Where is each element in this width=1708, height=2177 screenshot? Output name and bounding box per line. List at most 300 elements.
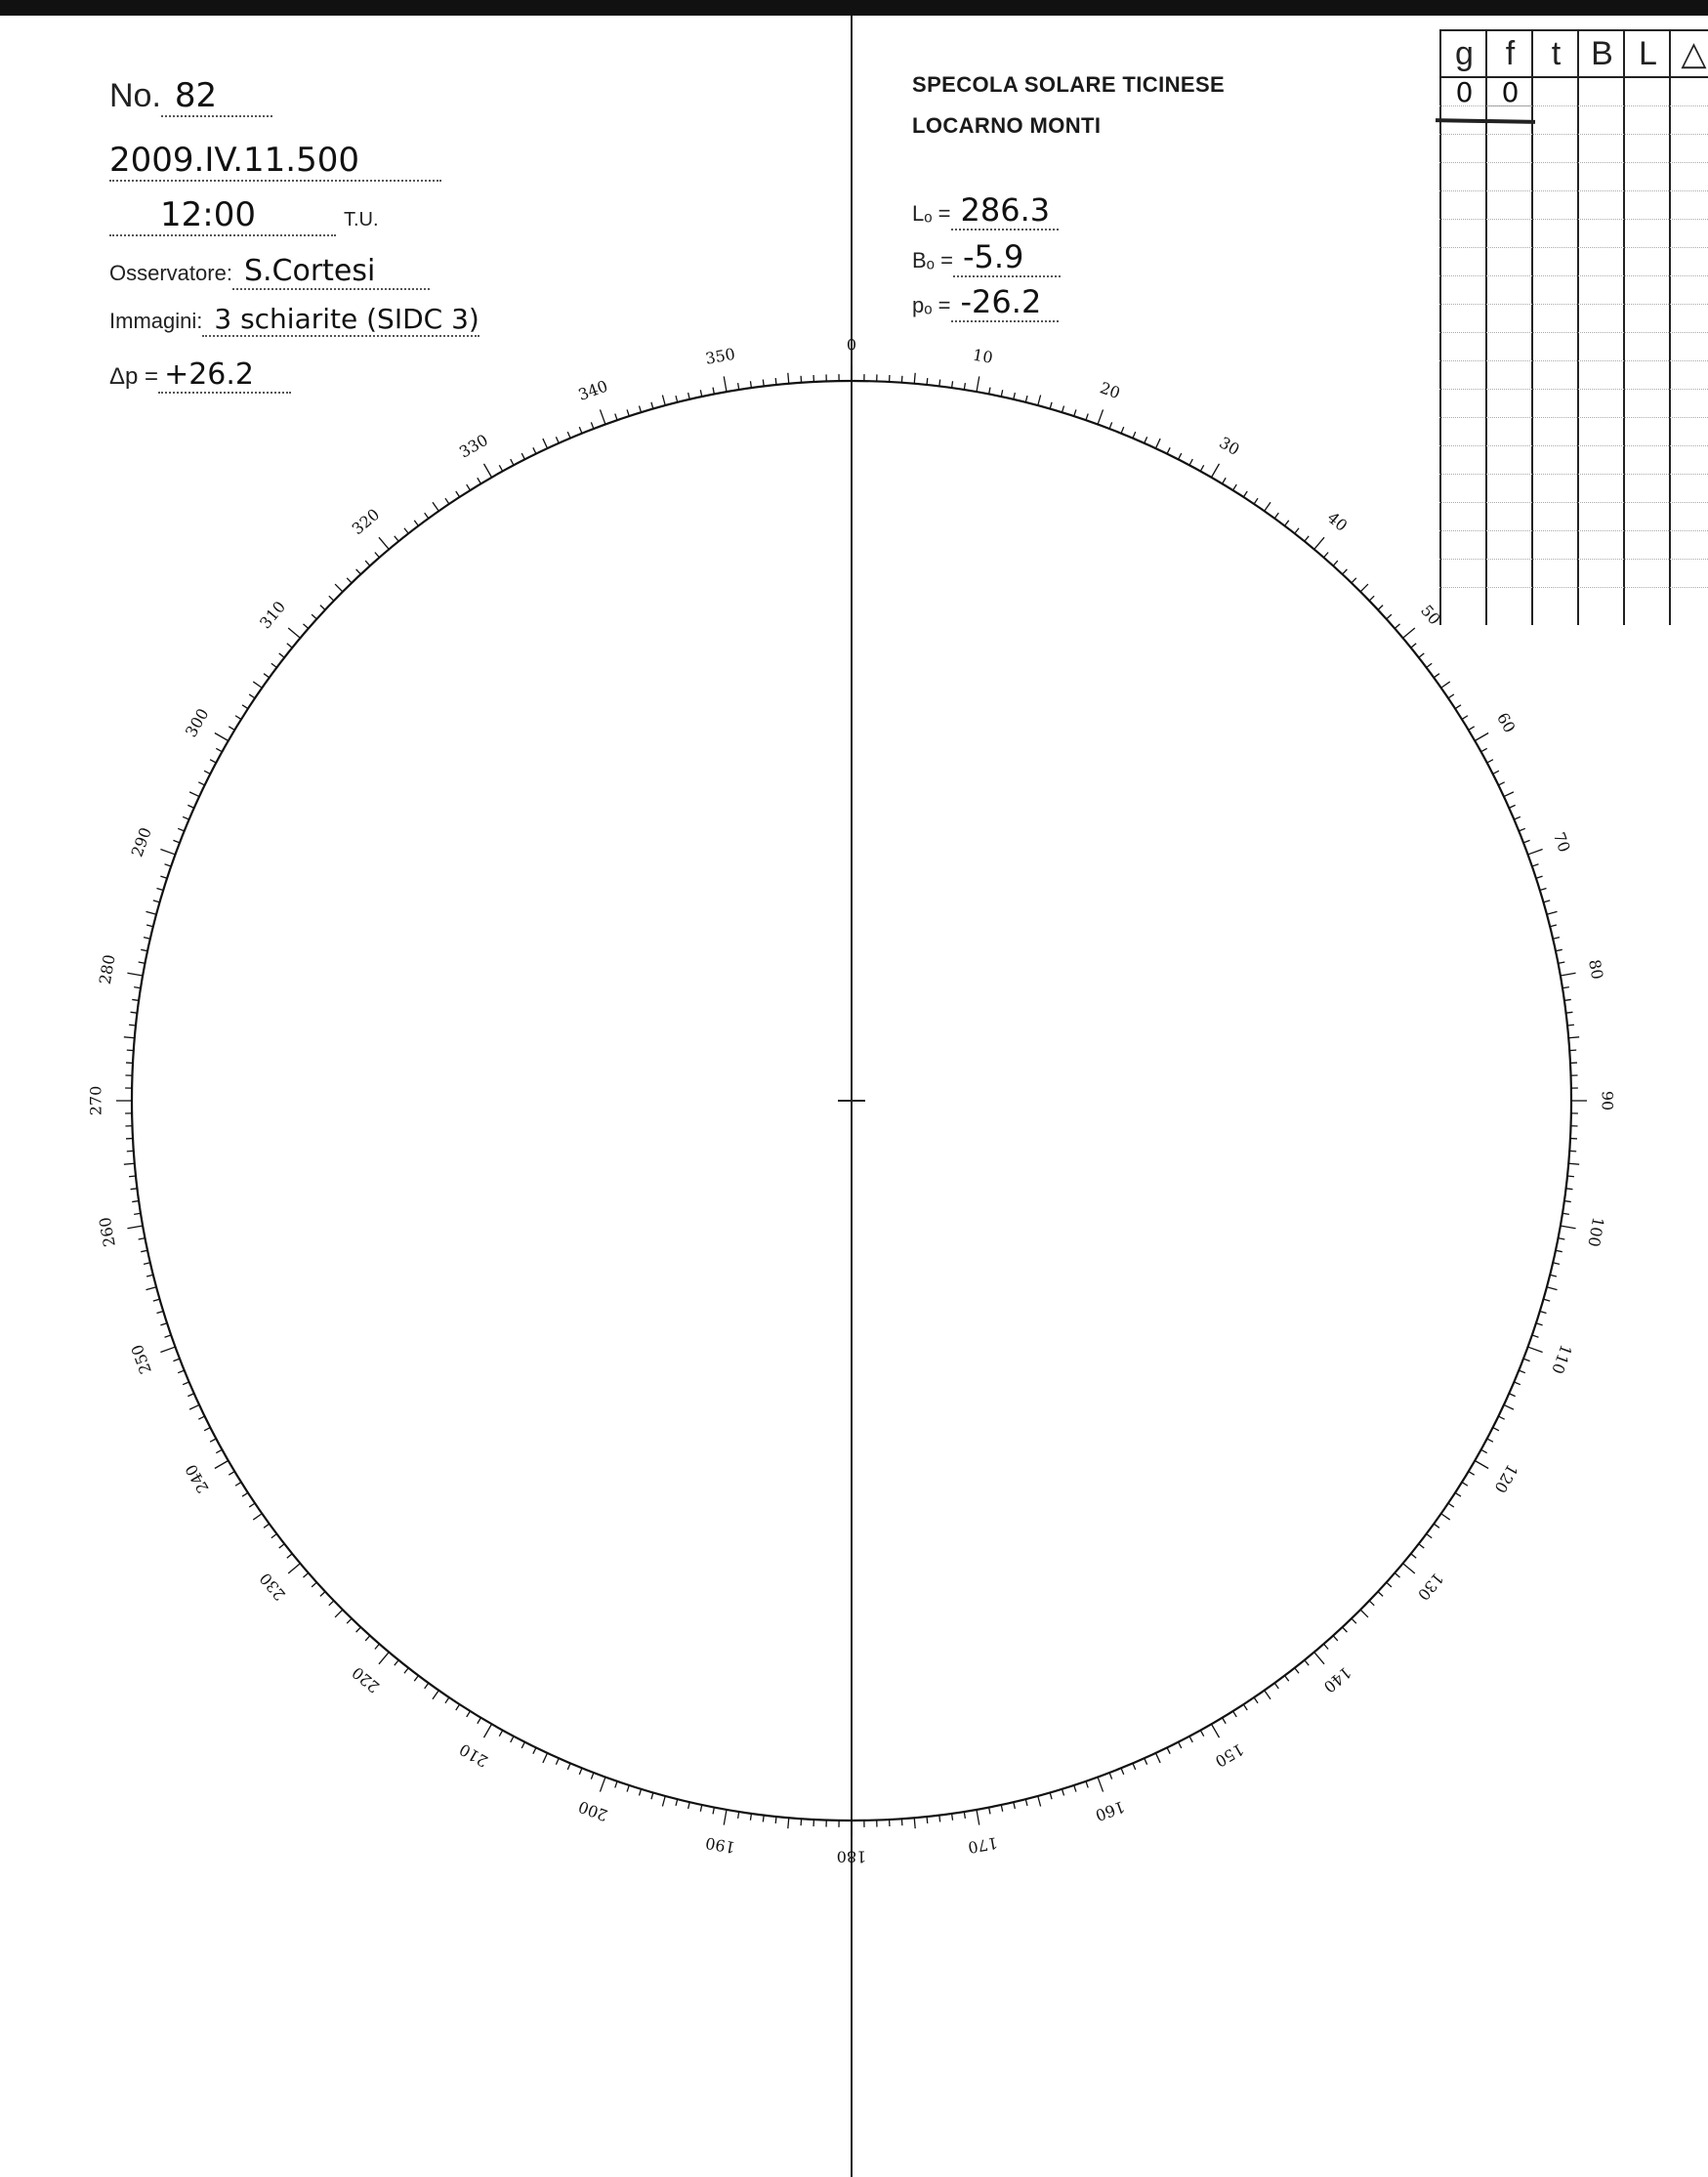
degree-tick [662,395,665,405]
degree-tick [312,614,316,619]
table-head-t: t [1533,29,1579,78]
table-head-delta: △ [1671,29,1708,78]
drawing-number-label: No. [109,77,161,114]
degree-tick [533,1747,536,1753]
degree-tick [1305,536,1309,541]
degree-tick [1403,628,1415,638]
degree-tick [927,1817,928,1823]
degree-tick [160,1323,167,1325]
degree-tick [1441,1514,1450,1520]
degree-tick [229,1472,234,1476]
degree-tick [750,1814,751,1821]
degree-label-160: 160 [1093,1797,1128,1825]
degree-tick [129,1176,136,1177]
degree-tick [1547,911,1558,914]
degree-tick [1536,1323,1543,1325]
degree-tick [1532,864,1539,866]
degree-tick [1145,437,1147,442]
degree-tick [927,378,928,385]
degree-tick [235,716,241,720]
degree-tick [456,1704,460,1710]
degree-tick [1025,1799,1027,1806]
table-cell-g-1: 0 [1441,78,1487,106]
degree-tick [478,478,481,483]
degree-tick [153,1299,160,1301]
degree-label-350: 350 [703,344,737,368]
degree-tick [543,439,548,448]
degree-tick [700,390,701,397]
degree-tick [1395,1573,1399,1578]
degree-label-20: 20 [1097,378,1123,403]
degree-tick [433,1691,438,1699]
degree-tick [279,653,285,657]
degree-tick [1025,396,1027,402]
degree-tick [750,381,751,388]
degree-tick [1419,653,1425,657]
observer-label: Osservatore: [109,261,232,285]
degree-tick [395,1660,398,1665]
degree-tick [1223,478,1227,483]
degree-tick [1233,1711,1237,1717]
degree-tick [1212,464,1220,478]
degree-tick [287,1554,292,1558]
degree-label-230: 230 [255,1569,290,1605]
degree-tick [1448,1503,1454,1507]
degree-tick [511,1737,514,1742]
degree-tick [713,388,714,395]
degree-label-30: 30 [1216,433,1243,460]
degree-tick [414,521,418,526]
degree-tick [1001,1805,1002,1812]
degree-tick [279,1544,285,1548]
degree-tick [1519,828,1524,831]
degree-tick [1062,1789,1063,1796]
degree-tick [335,584,343,592]
degree-tick [216,748,222,751]
degree-tick [662,1796,665,1807]
degree-tick [1274,1683,1278,1689]
degree-tick [484,464,492,478]
degree-tick [1567,1025,1574,1026]
degree-tick [533,447,536,453]
degree-tick [1514,1382,1520,1385]
degree-tick [189,1404,199,1409]
degree-tick [375,1644,380,1649]
degree-tick [347,578,352,583]
degree-tick [1254,498,1258,504]
degree-tick [1233,484,1237,490]
degree-tick [141,1250,147,1251]
time-unit-label: T.U. [344,209,379,230]
degree-label-130: 130 [1413,1569,1448,1605]
degree-tick [1343,569,1348,574]
degree-tick [1562,987,1569,988]
degree-tick [775,378,776,385]
degree-tick [288,1564,300,1573]
degree-tick [1561,1226,1576,1229]
degree-tick [356,1627,361,1632]
table-head-l: L [1625,29,1671,78]
degree-tick [235,1483,241,1486]
degree-tick [639,406,641,413]
degree-tick [1343,1627,1348,1632]
date-value: 2009.IV.11.500 [109,141,441,182]
degree-tick [713,1807,714,1814]
degree-tick [131,1012,138,1013]
degree-label-210: 210 [456,1739,491,1772]
param-bo-label: Bₒ = [912,248,953,272]
degree-tick [1038,395,1041,405]
degree-tick [600,1778,604,1792]
degree-tick [1403,1564,1415,1573]
degree-label-110: 110 [1548,1342,1576,1377]
degree-tick [639,1789,641,1796]
degree-tick [1243,491,1247,497]
degree-tick [329,596,334,601]
degree-label-270: 270 [86,1085,105,1116]
degree-label-340: 340 [575,376,610,404]
degree-tick [365,1636,370,1641]
degree-tick [556,1758,559,1764]
delta-p-value: +26.2 [158,357,291,394]
degree-tick [1333,561,1338,565]
degree-tick [1481,748,1487,751]
degree-tick [1369,596,1374,601]
degree-tick [165,1335,172,1337]
degree-tick [763,1816,764,1822]
degree-tick [1145,1758,1147,1764]
degree-tick [1475,1461,1488,1469]
degree-tick [676,396,678,402]
degree-tick [511,459,514,465]
param-po-label: pₒ = [912,293,951,317]
degree-tick [1556,1250,1562,1251]
images-label: Immagini: [109,309,203,333]
degree-tick [1274,513,1278,519]
degree-tick [579,1768,582,1774]
degree-tick [1285,521,1289,526]
drawing-number-value: 82 [161,76,272,117]
degree-tick [1493,771,1499,774]
degree-tick [204,1428,210,1431]
degree-tick [379,1653,389,1664]
degree-tick [1050,402,1052,409]
observer-value: S.Cortesi [232,254,430,290]
degree-tick [187,1394,193,1397]
degree-tick [1121,427,1124,433]
degree-tick [627,1785,629,1792]
degree-tick [1314,537,1324,549]
degree-tick [1568,1037,1579,1038]
degree-tick [1333,1636,1338,1641]
degree-tick [379,537,389,549]
degree-tick [1074,1785,1076,1792]
degree-tick [1352,578,1356,583]
degree-tick [198,782,204,785]
degree-tick [724,1810,727,1825]
param-po-value: -26.2 [951,283,1059,322]
degree-tick [1462,1483,1468,1486]
degree-tick [1109,1773,1112,1779]
degree-tick [160,1347,175,1352]
degree-tick [329,1601,334,1606]
degree-tick [1305,1660,1309,1665]
degree-tick [521,453,524,459]
degree-tick [242,705,248,709]
degree-tick [445,1697,449,1703]
degree-tick [989,1807,990,1814]
degree-tick [160,876,167,878]
degree-tick [1179,1742,1182,1748]
degree-tick [1553,1263,1560,1265]
degree-tick [1387,1582,1392,1587]
degree-label-170: 170 [966,1833,1000,1858]
degree-tick [1387,614,1392,619]
degree-tick [738,1812,739,1819]
degree-tick [271,1534,277,1538]
degree-tick [1564,1201,1571,1202]
time-value: 12:00 [109,195,336,236]
degree-tick [1360,1610,1368,1617]
degree-tick [467,484,471,490]
degree-tick [146,911,156,914]
degree-tick [1550,1275,1557,1277]
degree-tick [1285,1676,1289,1682]
degree-label-140: 140 [1319,1662,1355,1697]
degree-tick [1487,1439,1493,1442]
degree-tick [788,373,789,384]
degree-tick [144,938,150,940]
degree-label-100: 100 [1584,1215,1608,1249]
degree-tick [788,1818,789,1828]
degree-tick [1566,1012,1573,1013]
degree-tick [952,381,953,388]
degree-tick [1411,644,1416,648]
degree-tick [356,569,361,574]
degree-tick [1532,1335,1539,1337]
degree-label-200: 200 [575,1797,610,1825]
degree-tick [1469,727,1475,731]
degree-tick [264,674,270,678]
degree-tick [1475,733,1488,741]
degree-tick [1086,1781,1088,1788]
degree-tick [404,1668,408,1674]
degree-tick [1062,406,1063,413]
delta-p-label: Δp = [109,363,159,390]
degree-tick [521,1742,524,1748]
degree-tick [347,1618,352,1623]
degree-tick [335,1610,343,1617]
degree-tick [157,1311,164,1313]
degree-tick [253,682,262,688]
degree-tick [404,528,408,534]
degree-tick [1556,949,1562,950]
degree-tick [939,1816,940,1822]
degree-label-10: 10 [971,345,995,367]
degree-tick [1265,502,1271,511]
degree-tick [124,1163,135,1164]
degree-tick [173,840,180,843]
degree-label-250: 250 [127,1342,155,1377]
degree-label-190: 190 [703,1833,737,1858]
degree-tick [939,380,940,387]
degree-label-80: 80 [1585,957,1607,982]
degree-tick [1462,716,1468,720]
degree-tick [651,1792,653,1799]
degree-tick [1427,1534,1433,1538]
degree-tick [204,771,210,774]
degree-tick [1254,1697,1258,1703]
degree-tick [249,1503,255,1507]
degree-tick [499,1731,502,1737]
degree-tick [456,491,460,497]
degree-tick [1411,1554,1416,1558]
degree-tick [1133,1763,1136,1769]
degree-tick [1567,1176,1574,1177]
degree-tick [303,624,308,629]
degree-tick [1155,1753,1160,1763]
degree-tick [1133,432,1136,438]
degree-tick [1519,1370,1524,1373]
degree-tick [775,1817,776,1823]
degree-tick [615,414,617,421]
degree-tick [1504,1404,1514,1409]
degree-tick [183,816,188,819]
degree-tick [1504,792,1514,797]
degree-label-290: 290 [127,824,155,859]
degree-tick [1543,1299,1550,1301]
degree-tick [1498,1416,1504,1419]
degree-tick [1493,1428,1499,1431]
degree-tick [365,561,370,565]
degree-tick [964,1812,965,1819]
degree-tick [1481,1449,1487,1452]
degree-tick [134,987,141,988]
degree-tick [139,1238,146,1239]
degree-tick [124,1037,135,1038]
degree-label-40: 40 [1323,508,1352,535]
degree-tick [1540,888,1547,890]
degree-tick [229,727,234,731]
degree-tick [556,437,559,442]
degree-tick [567,432,570,438]
degree-tick [1448,694,1454,698]
observatory-name: SPECOLA SOLARE TICINESE [912,72,1226,97]
degree-tick [425,513,429,519]
degree-tick [375,552,380,557]
degree-tick [1528,1347,1543,1352]
degree-tick [467,1711,471,1717]
degree-tick [215,1461,229,1469]
degree-tick [1543,900,1550,902]
degree-tick [249,694,255,698]
degree-label-330: 330 [456,430,491,462]
degree-tick [414,1676,418,1682]
degree-tick [1455,1492,1461,1496]
degree-label-320: 320 [348,504,384,539]
degree-label-60: 60 [1492,709,1520,736]
degree-tick [198,1416,204,1419]
degree-tick [688,393,690,399]
degree-label-300: 300 [181,705,213,740]
degree-tick [178,828,184,831]
degree-tick [1564,999,1571,1000]
degree-tick [146,925,153,927]
degree-tick [738,383,739,390]
degree-tick [1223,1718,1227,1724]
degree-tick [1314,1653,1324,1664]
degree-tick [914,373,915,384]
degree-tick [651,402,653,409]
degree-tick [253,1514,262,1520]
degree-tick [977,376,979,392]
degree-label-180: 180 [836,1847,867,1866]
degree-tick [127,1226,143,1229]
degree-tick [1243,1704,1247,1710]
degree-tick [989,388,990,395]
degree-tick [1514,816,1520,819]
degree-tick [1179,453,1182,459]
degree-tick [1568,1163,1579,1164]
degree-tick [977,1810,979,1825]
degree-tick [1509,805,1515,808]
degree-tick [131,1189,138,1190]
degree-tick [600,409,604,424]
degree-tick [1167,1747,1170,1753]
degree-tick [288,628,300,638]
degree-tick [964,383,965,390]
degree-tick [952,1814,953,1821]
observatory-place: LOCARNO MONTI [912,113,1102,138]
degree-tick [700,1805,701,1812]
degree-tick [1434,674,1439,678]
degree-tick [1200,1731,1203,1737]
degree-tick [1189,459,1192,465]
degree-tick [1540,1311,1547,1313]
degree-tick [210,760,216,763]
degree-tick [187,805,193,808]
degree-tick [141,949,147,950]
table-head-b: B [1579,29,1625,78]
degree-tick [312,1582,316,1587]
degree-tick [1155,439,1160,448]
degree-label-280: 280 [95,952,119,986]
degree-tick [445,498,449,504]
degree-tick [1121,1768,1124,1774]
degree-tick [1109,422,1112,429]
degree-tick [1561,973,1576,976]
degree-label-120: 120 [1490,1461,1522,1496]
degree-tick [763,380,764,387]
degree-tick [688,1802,690,1809]
degree-tick [1558,1238,1564,1239]
degree-tick [1212,1724,1220,1737]
degree-tick [484,1724,492,1737]
degree-tick [1378,1592,1383,1597]
degree-tick [134,1213,141,1214]
degree-tick [1523,1359,1530,1361]
degree-tick [1295,1668,1299,1674]
degree-tick [144,1263,150,1265]
degree-tick [1395,624,1399,629]
degree-tick [1098,1778,1103,1792]
degree-tick [1487,760,1493,763]
degree-tick [242,1492,248,1496]
table-head-g: g [1441,29,1487,78]
degree-tick [1295,528,1299,534]
degree-tick [591,422,594,429]
degree-tick [499,465,502,471]
